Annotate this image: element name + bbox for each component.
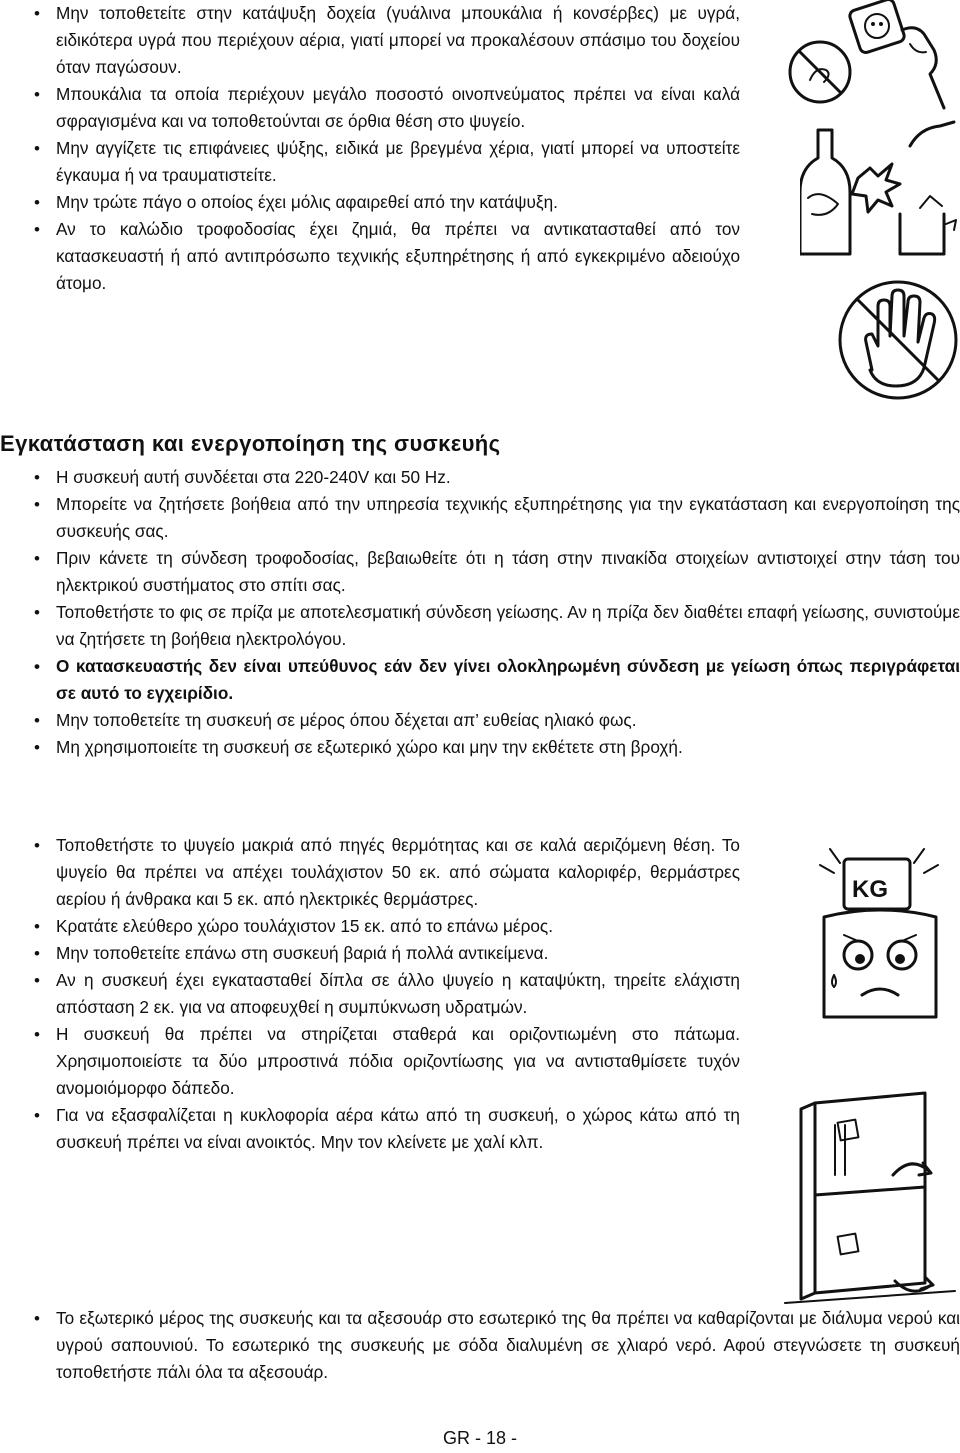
installation-bullet: • Τοποθετήστε το φις σε πρίζα με αποτελεσματική σύνδεση γείωσης. Αν η πρίζα δεν διαθέτει επαφή γείωσης, συνιστούμε να ζητήσετε τη βοήθεια ηλεκτρολόγου. — [30, 599, 960, 653]
weight-label: KG — [852, 876, 888, 903]
section-heading: Εγκατάσταση και ενεργοποίηση της συσκευής — [0, 431, 501, 456]
safety-bullet: • Μην τοποθετείτε στην κατάψυξη δοχεία (γυάλινα μπουκάλια ή κονσέρβες) με υγρά, ειδικότερα υγρά που περιέχουν αέρια, γιατί μπορεί να προκαλέσουν σπάσιμο του δοχείου όταν παγώσουν. — [30, 0, 740, 81]
placement-bullet-list — [30, 832, 740, 1156]
placement-bullet: • Για να εξασφαλίζεται η κυκλοφορία αέρα κάτω από τη συσκευή, ο χώρος κάτω από τη συσκευή πρέπει να είναι ανοικτός. Μην τον κλείνετε με χαλί κλπ. — [30, 1102, 740, 1156]
fridge-levelling-illustration — [775, 1085, 960, 1305]
installation-bullet: • Μην τοποθετείτε τη συσκευή σε μέρος όπου δέχεται απ’ ευθείας ηλιακό φως. — [30, 707, 960, 734]
placement-bullet: • Κρατάτε ελεύθερο χώρο τουλάχιστον 15 εκ. από το επάνω μέρος. — [30, 913, 740, 940]
overloaded-fridge-illustration — [800, 835, 960, 1025]
cleaning-bullet: • Το εξωτερικό μέρος της συσκευής και τα αξεσουάρ στο εσωτερικό της θα πρέπει να καθαρίζονται με διάλυμα νερού και υγρού σαπουνιού. Το εσωτερικό της συσκευής με σόδα διαλυμένη σε χλιαρό νερό. Αφού στεγνώσετε τη συσκευή τοποθετήστε πάλι όλα τα αξεσουάρ. — [30, 1305, 960, 1386]
no-touch-hand-illustration — [836, 278, 960, 402]
placement-bullet: • Αν η συσκευή έχει εγκατασταθεί δίπλα σε άλλο ψυγείο η καταψύκτη, τηρείτε ελάχιστη απόσταση 2 εκ. για να αποφευχθεί η συμπύκνωση υδρατμών. — [30, 967, 740, 1021]
installation-bullet: • Πριν κάνετε τη σύνδεση τροφοδοσίας, βεβαιωθείτε ότι η τάση στην πινακίδα στοιχείων αντιστοιχεί στην τάση του ηλεκτρικού συστήματος στο σπίτι σας. — [30, 545, 960, 599]
installation-warning-bullet: • Ο κατασκευαστής δεν είναι υπεύθυνος εάν δεν γίνει ολοκληρωμένη σύνδεση με γείωση όπως περιγράφεται σε αυτό το εγχειρίδιο. — [30, 653, 960, 707]
placement-bullet: • Μην τοποθετείτε επάνω στη συσκευή βαριά ή πολλά αντικείμενα. — [30, 940, 740, 967]
safety-bullet-list — [30, 0, 740, 297]
page-number: GR - 18 - — [442, 1428, 517, 1448]
safety-bullet: • Αν το καλώδιο τροφοδοσίας έχει ζημιά, θα πρέπει να αντικατασταθεί από τον κατασκευαστή ή από αντιπρόσωπο τεχνικής εξυπηρέτησης ή από εγκεκριμένο αδειούχο άτομο. — [30, 216, 740, 297]
installation-bullet: • Μη χρησιμοποιείτε τη συσκευή σε εξωτερικό χώρο και μην την εκθέτετε στη βροχή. — [30, 734, 960, 761]
placement-bullet: • Η συσκευή θα πρέπει να στηρίζεται σταθερά και οριζοντιωμένη στο πάτωμα. Χρησιμοποιείστε τα δύο μπροστινά πόδια οριζοντίωσης για να αντισταθμίσετε τυχόν ανομοιόμορφο δάπεδο. — [30, 1021, 740, 1102]
installation-bullet: • Η συσκευή αυτή συνδέεται στα 220-240V και 50 Hz. — [30, 464, 960, 491]
safety-bullet: • Μπουκάλια τα οποία περιέχουν μεγάλο ποσοστό οινοπνεύματος πρέπει να είναι καλά σφραγισμένα και να τοποθετούνται σε όρθια θέση στο ψυγείο. — [30, 81, 740, 135]
broken-bottles-illustration — [800, 118, 960, 268]
placement-bullet: • Τοποθετήστε το ψυγείο μακριά από πηγές θερμότητας και σε καλά αεριζόμενη θέση. Το ψυγείο θα πρέπει να απέχει τουλάχιστον 50 εκ. από σώματα καλοριφέρ, θερμάστρες αερίου ή άνθρακα και 5 εκ. από ηλεκτρικές θερμάστρες. — [30, 832, 740, 913]
safety-bullet: • Μην αγγίζετε τις επιφάνειες ψύξης, ειδικά με βρεγμένα χέρια, γιατί μπορεί να υποστείτε έγκαυμα ή να τραυματιστείτε. — [30, 135, 740, 189]
cleaning-bullet-list — [30, 1305, 960, 1386]
safety-bullet: • Μην τρώτε πάγο ο οποίος έχει μόλις αφαιρεθεί από την κατάψυξη. — [30, 189, 740, 216]
installation-bullet-list — [30, 464, 960, 761]
installation-bullet: • Μπορείτε να ζητήσετε βοήθεια από την υπηρεσία τεχνικής εξυπηρέτησης για την εγκατάσταση και ενεργοποίηση της συσκευής σας. — [30, 491, 960, 545]
no-wet-hands-illustration — [782, 0, 960, 110]
